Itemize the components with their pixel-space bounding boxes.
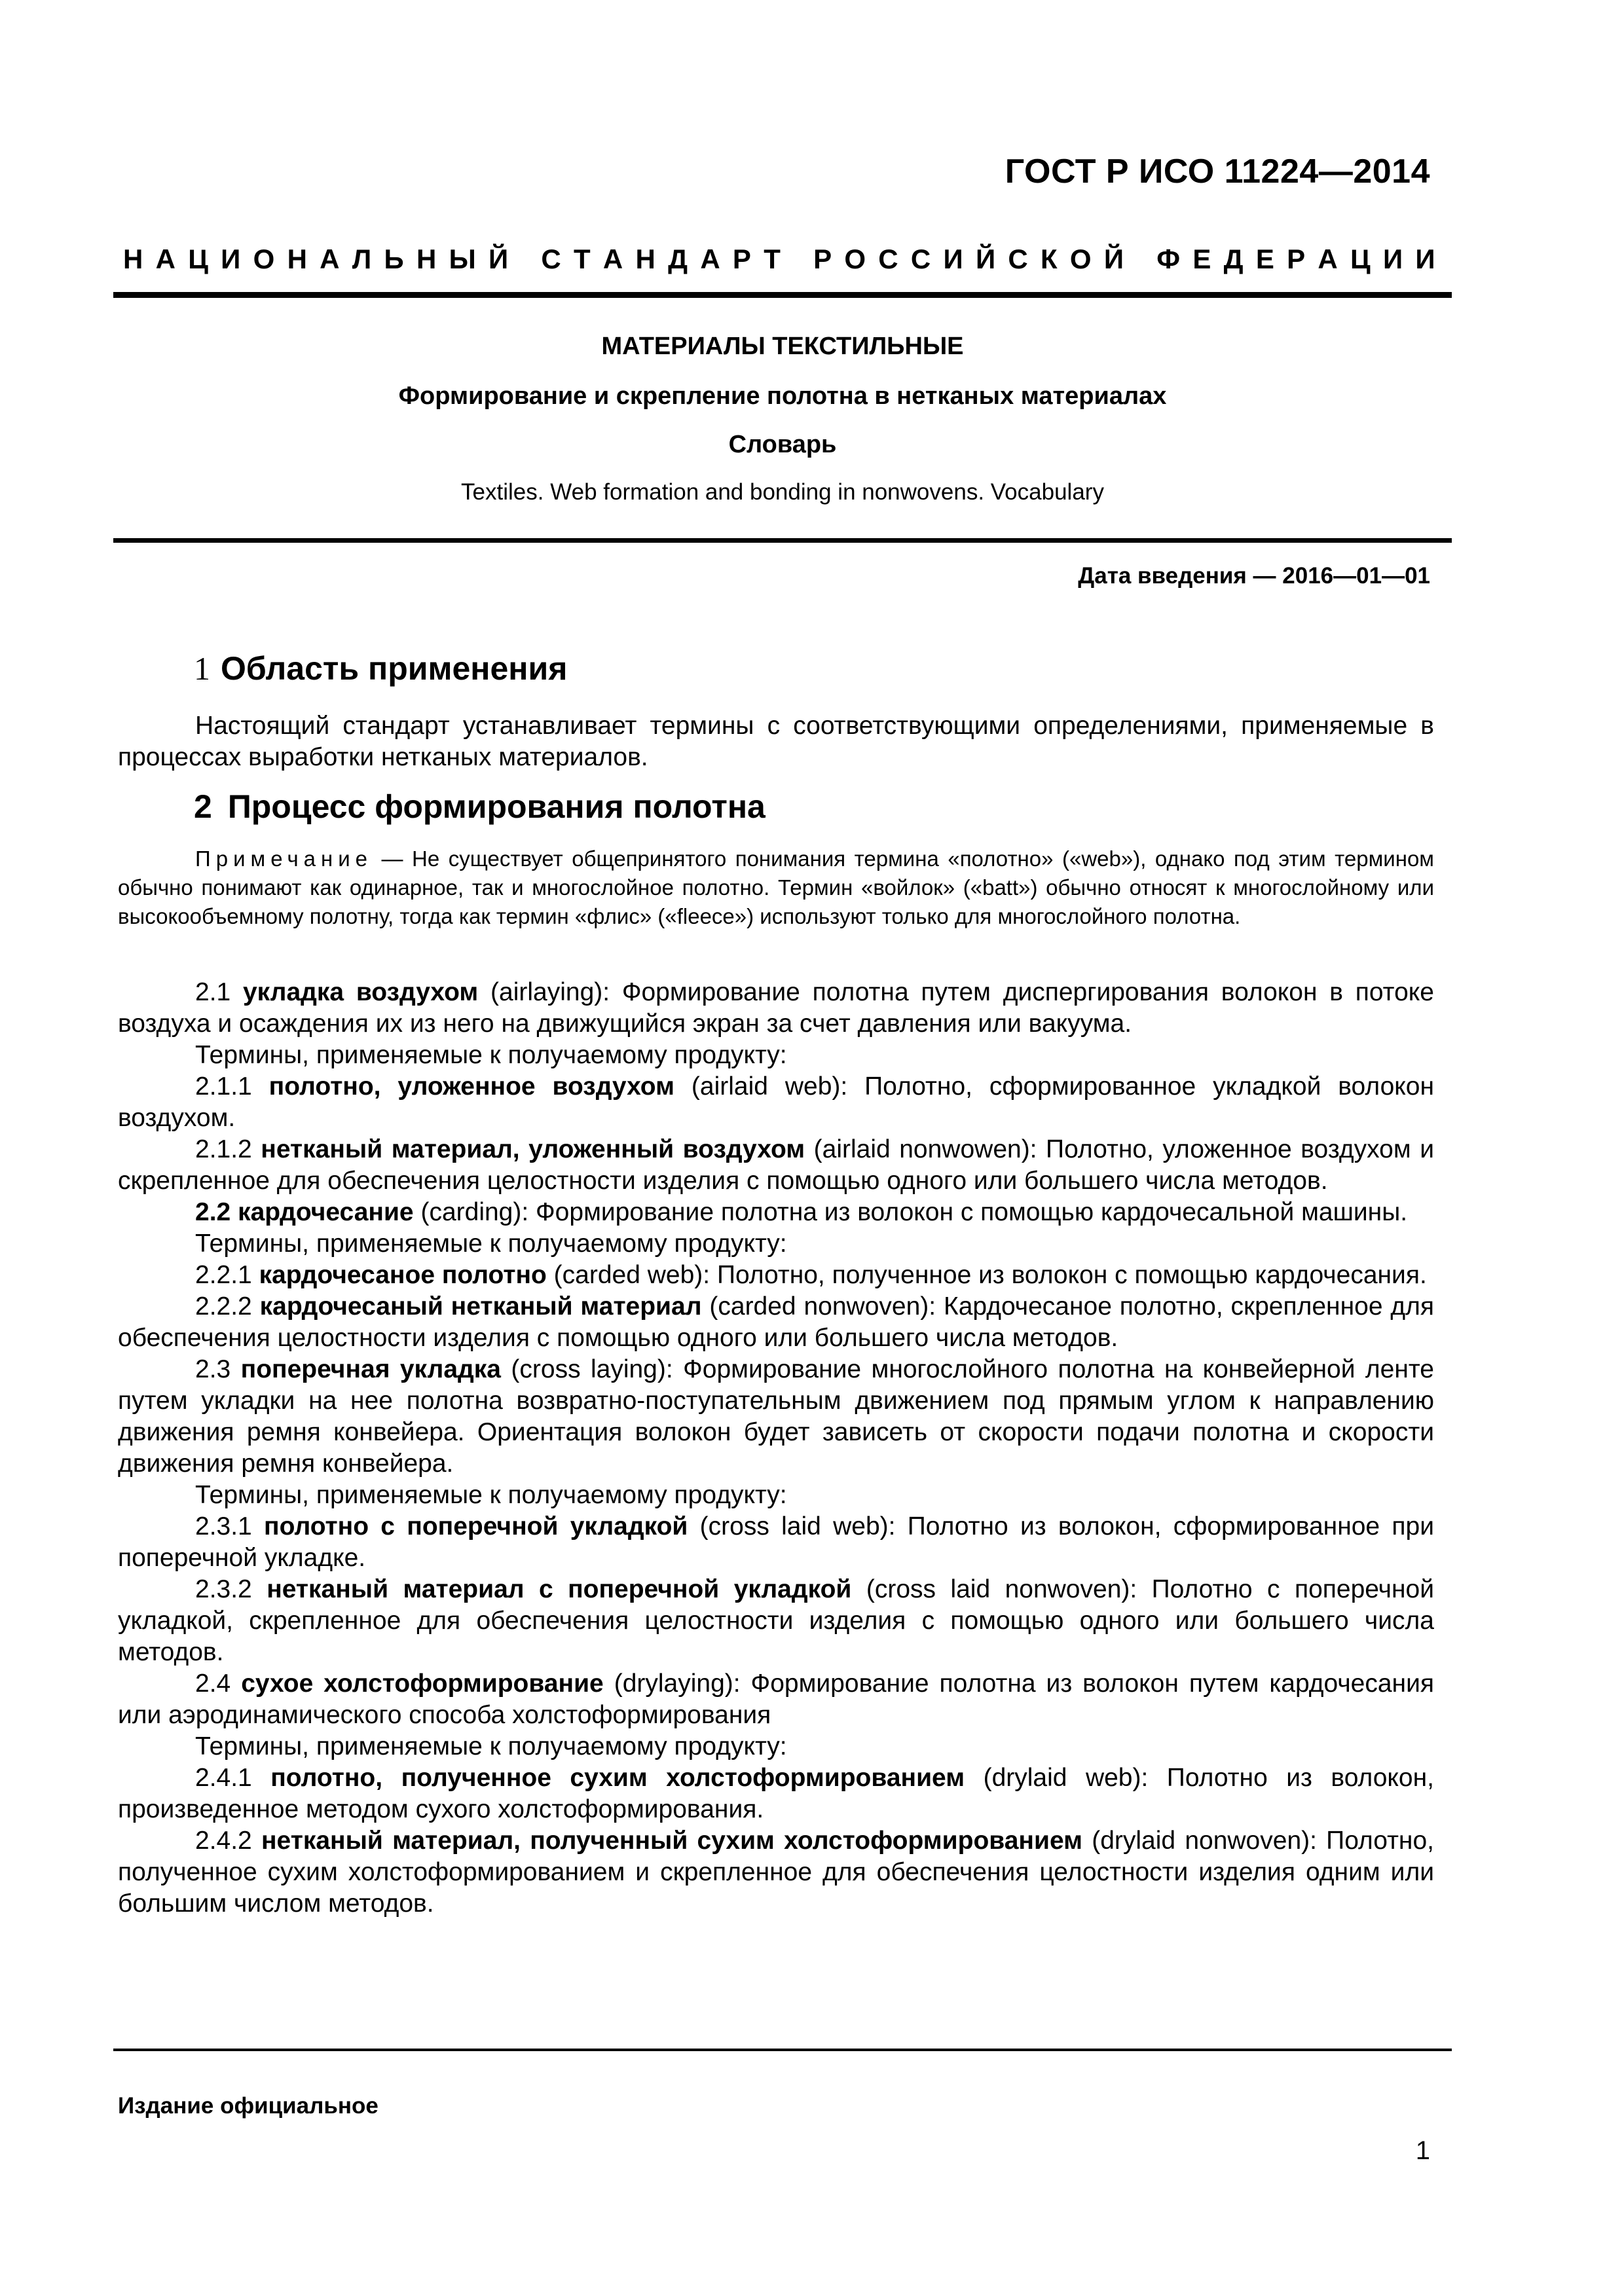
section-2-number: 2: [194, 788, 212, 825]
term-number: 2.4: [195, 1669, 231, 1698]
term-name: полотно, полученное сухим холстоформированием: [270, 1764, 965, 1792]
section-1-text: Настоящий стандарт устанавливает термины с соответствующими определениями, применяемые в процессах выработки нетканых материалов.: [118, 712, 1434, 771]
section-1-heading: [194, 649, 567, 687]
national-title-letter: И: [1415, 244, 1435, 274]
national-title-letter: С: [878, 244, 898, 274]
term-entry: [118, 1291, 1434, 1354]
term-definition: (carded web): Полотно, полученное из волокон с помощью кардочесания.: [546, 1261, 1427, 1289]
national-title-letter: [1136, 244, 1144, 275]
term-number: 2.1.1: [195, 1072, 252, 1101]
term-definition: (drylaid nonwoven): Полотно, полученное сухим холстоформированием и скрепленное для обеспечения целостности изделия одним или большим числом методов.: [118, 1827, 1434, 1918]
term-entry: [118, 1354, 1434, 1480]
national-title-letter: Ы: [449, 244, 476, 274]
national-title-letter: Н: [123, 244, 143, 274]
national-title-letter: С: [910, 244, 931, 274]
national-title-letter: С: [541, 244, 561, 274]
terms-subheading: [118, 1480, 1434, 1511]
term-definition: (carded nonwoven): Кардочесаное полотно, скрепленное для обеспечения целостности изделия с помощью одного или большего числа методов.: [118, 1292, 1435, 1352]
national-title-letter: Д: [668, 244, 688, 274]
national-title-letter: Н: [416, 244, 437, 274]
national-title-letter: С: [1008, 244, 1028, 274]
term-number: 2.3: [195, 1355, 231, 1383]
term-name: кардочесание: [238, 1198, 414, 1226]
terms-subheading: [118, 1228, 1434, 1260]
terms-list: [118, 977, 1434, 1920]
term-definition: Термины, применяемые к получаемому продукту:: [195, 1732, 787, 1760]
term-definition: (airlaying): Формирование полотна путем диспергирования волокон в потоке воздуха и осаждения их из него на движущийся экран за счет давления или вакуума.: [118, 978, 1434, 1038]
national-title-letter: А: [155, 244, 175, 274]
term-entry: [118, 1071, 1434, 1134]
national-title-letter: Р: [732, 244, 751, 274]
terms-subheading: [118, 1731, 1434, 1762]
term-entry: [118, 1260, 1434, 1291]
term-number: 2.2: [195, 1198, 231, 1226]
term-definition: (cross laid web): Полотно из волокон, сформированное при поперечной укладке.: [118, 1512, 1434, 1572]
term-number: 2.2.2: [195, 1292, 252, 1321]
national-title-letter: Ц: [188, 244, 208, 274]
term-entry: [118, 1511, 1434, 1574]
standard-code: ГОСТ Р ИСО 11224—2014: [1005, 153, 1430, 191]
section-1-title: Область применения: [221, 650, 568, 687]
term-entry: [118, 1668, 1434, 1731]
term-number: 2.4.2: [195, 1827, 252, 1855]
section-1-number: 1: [194, 650, 210, 687]
national-title-letter: Й: [1103, 244, 1124, 274]
national-title-letter: Ф: [1156, 244, 1181, 274]
term-definition: (drylaying): Формирование полотна из волокон путем кардочесания или аэродинамического способа холстоформирования: [118, 1669, 1434, 1729]
term-entry: [118, 977, 1434, 1040]
national-standard-title: [123, 244, 1435, 275]
english-title: Textiles. Web formation and bonding in nonwovens. Vocabulary: [461, 479, 1104, 505]
term-definition: Термины, применяемые к получаемому продукту:: [195, 1041, 787, 1069]
term-entry: [118, 1134, 1434, 1197]
section-2-note: [118, 845, 1434, 931]
national-title-letter: Е: [1255, 244, 1274, 274]
national-title-letter: [793, 244, 801, 275]
national-title-letter: А: [602, 244, 623, 274]
national-title-letter: Ц: [1350, 244, 1371, 274]
term-entry: [118, 1825, 1434, 1920]
page-number: 1: [1415, 2136, 1430, 2165]
national-title-letter: И: [221, 244, 241, 274]
national-title-letter: Н: [287, 244, 307, 274]
introduction-date: Дата введения — 2016—01—01: [1078, 563, 1430, 589]
section-1-body: [118, 710, 1434, 773]
national-title-letter: Н: [635, 244, 655, 274]
term-name: полотно с поперечной укладкой: [264, 1512, 688, 1540]
term-name: укладка воздухом: [242, 978, 479, 1006]
national-title-letter: Р: [1287, 244, 1306, 274]
national-title-letter: Л: [352, 244, 372, 274]
term-number: 2.1: [195, 978, 231, 1006]
term-definition: (cross laying): Формирование многослойного полотна на конвейерной ленте путем укладки на нее полотна возвратно-поступательным движением под прямым углом к направлению движения ремня конвейера. Ориентация волокон будет зависеть от скорости подачи полотна и скорости движения ремня конвейера.: [118, 1355, 1434, 1478]
national-title-letter: Й: [975, 244, 996, 274]
national-title-letter: И: [943, 244, 963, 274]
term-number: 2.2.1: [195, 1261, 252, 1289]
term-name: нетканый материал, уложенный воздухом: [261, 1135, 805, 1163]
term-definition: (airlaid web): Полотно, сформированное укладкой волокон воздухом.: [118, 1072, 1434, 1132]
edition-label: Издание официальное: [118, 2093, 378, 2119]
national-title-letter: О: [253, 244, 275, 274]
term-definition: (cross laid nonwoven): Полотно с поперечной укладкой, скрепленное для обеспечения целостности изделия с помощью одного или большего числа методов.: [118, 1575, 1434, 1666]
national-title-letter: Ь: [384, 244, 404, 274]
term-name: кардочесаное полотно: [259, 1261, 547, 1289]
term-number: 2.4.1: [195, 1764, 252, 1792]
national-title-letter: Й: [488, 244, 509, 274]
term-entry: [118, 1197, 1434, 1228]
term-definition: (airlaid nonwowen): Полотно, уложенное воздухом и скрепленное для обеспечения целостности изделия с помощью одного или большего числа методов.: [118, 1135, 1434, 1195]
national-title-letter: О: [1069, 244, 1092, 274]
national-title-letter: А: [1318, 244, 1338, 274]
terms-subheading: [118, 1040, 1434, 1071]
national-title-letter: А: [700, 244, 720, 274]
national-title-letter: Е: [1192, 244, 1211, 274]
document-title: МАТЕРИАЛЫ ТЕКСТИЛЬНЫЕ: [601, 333, 964, 360]
national-title-letter: А: [320, 244, 340, 274]
note-text: — Не существует общепринятого понимания термина «полотно» («web»), однако под этим термином обычно понимают как одинарное, так и многослойное полотно. Термин «войлок» («batt») обычно относят к многослойному или высокообъемному полотну, тогда как термин «флис» («fleece») используют только для многослойного полотна.: [118, 847, 1434, 928]
term-definition: (drylaid web): Полотно из волокон, произведенное методом сухого холстоформирования.: [118, 1764, 1434, 1823]
national-title-letter: Т: [573, 244, 591, 274]
document-subtitle: Формирование и скрепление полотна в нетканых материалах: [398, 382, 1167, 410]
term-name: кардочесаный нетканый материал: [259, 1292, 702, 1321]
term-definition: Термины, применяемые к получаемому продукту:: [195, 1481, 787, 1509]
term-definition: Термины, применяемые к получаемому продукту:: [195, 1230, 787, 1258]
title-divider: [113, 538, 1452, 543]
term-number: 2.1.2: [195, 1135, 252, 1163]
term-name: нетканый материал, полученный сухим холстоформированием: [261, 1827, 1082, 1855]
term-number: 2.3.2: [195, 1575, 252, 1603]
term-name: поперечная укладка: [240, 1355, 501, 1383]
term-definition: (carding): Формирование полотна из волокон с помощью кардочесальной машины.: [413, 1198, 1408, 1226]
national-title-letter: [521, 244, 528, 275]
document-kind: Словарь: [728, 431, 837, 458]
header-divider: [113, 292, 1452, 298]
national-title-letter: Т: [764, 244, 781, 274]
note-label: Примечание: [195, 847, 373, 871]
term-name: сухое холстоформирование: [241, 1669, 604, 1698]
national-title-letter: К: [1041, 244, 1058, 274]
term-entry: [118, 1574, 1434, 1668]
national-title-letter: Д: [1223, 244, 1244, 274]
section-2-heading: [194, 788, 766, 826]
term-entry: [118, 1762, 1434, 1825]
national-title-letter: О: [844, 244, 866, 274]
term-number: 2.3.1: [195, 1512, 252, 1540]
national-title-letter: Р: [813, 244, 832, 274]
term-name: нетканый материал с поперечной укладкой: [267, 1575, 852, 1603]
national-title-letter: И: [1382, 244, 1403, 274]
footer-divider: [113, 2049, 1452, 2051]
section-2-title: Процесс формирования полотна: [227, 788, 766, 825]
term-name: полотно, уложенное воздухом: [268, 1072, 674, 1101]
